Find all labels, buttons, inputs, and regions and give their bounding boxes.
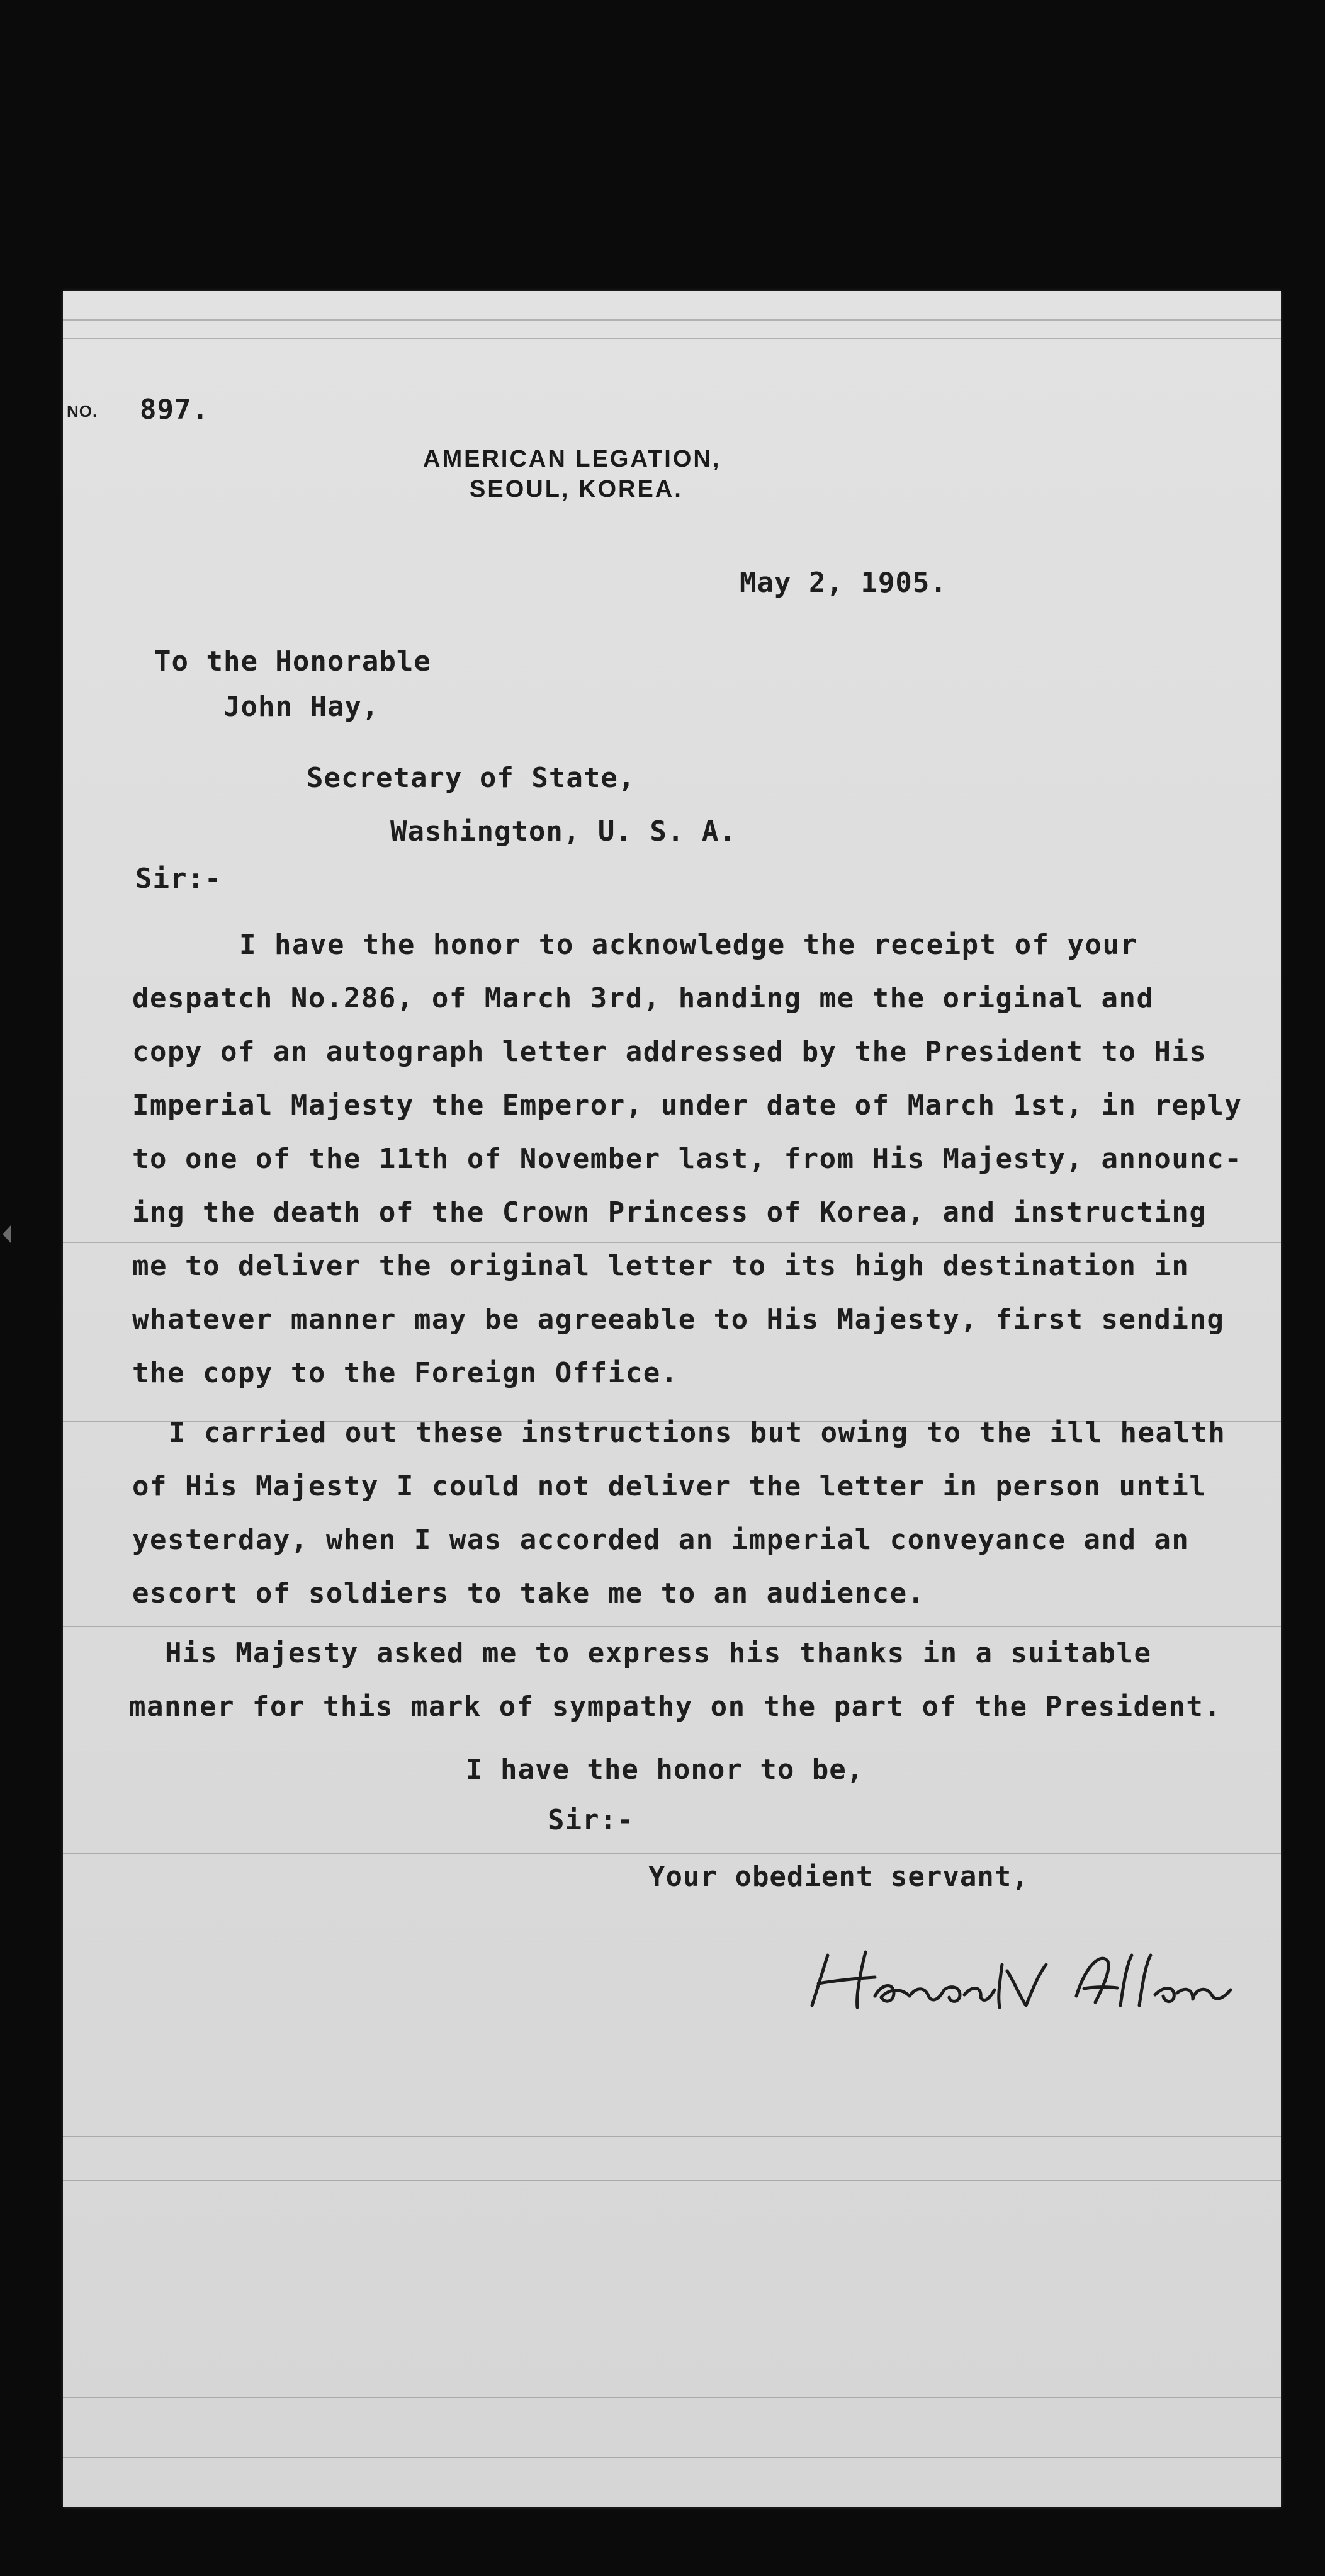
body-line: manner for this mark of sympathy on the part of the President. <box>129 1691 1222 1723</box>
rule-line <box>63 2180 1281 2181</box>
closing-line-3: Your obedient servant, <box>648 1861 1029 1893</box>
rule-line <box>63 1626 1281 1627</box>
body-line: Imperial Majesty the Emperor, under date of March 1st, in reply <box>132 1089 1243 1121</box>
rule-line <box>63 2457 1281 2458</box>
closing-line-2: Sir:- <box>548 1804 634 1836</box>
body-line: yesterday, when I was accorded an imperial conveyance and an <box>132 1524 1190 1556</box>
body-line: to one of the 11th of November last, from His Majesty, announc- <box>132 1143 1243 1175</box>
letter-date: May 2, 1905. <box>740 567 947 599</box>
addressee-line-1: To the Honorable <box>154 645 431 678</box>
document-number: 897. <box>140 394 209 426</box>
addressee-line-3: Secretary of State, <box>307 762 636 794</box>
document-page <box>63 291 1281 2507</box>
handwritten-signature <box>799 1927 1240 2021</box>
addressee-line-2: John Hay, <box>223 691 380 723</box>
salutation: Sir:- <box>135 863 222 895</box>
rule-line <box>63 319 1281 321</box>
rule-line <box>63 2136 1281 2137</box>
body-line: His Majesty asked me to express his thanks in a suitable <box>165 1637 1152 1669</box>
body-line: copy of an autograph letter addressed by the President to His <box>132 1036 1207 1068</box>
rule-line <box>63 338 1281 339</box>
closing-line-1: I have the honor to be, <box>466 1754 864 1786</box>
body-line: escort of soldiers to take me to an audience. <box>132 1577 925 1609</box>
body-line: the copy to the Foreign Office. <box>132 1357 679 1389</box>
rule-line <box>63 1242 1281 1243</box>
document-number-label: NO. <box>67 402 98 421</box>
body-line: whatever manner may be agreeable to His Majesty, first sending <box>132 1303 1225 1336</box>
body-line: I have the honor to acknowledge the receipt of your <box>239 929 1138 961</box>
body-line: I carried out these instructions but owing to the ill health <box>169 1417 1226 1449</box>
letterhead-line-1: AMERICAN LEGATION, <box>423 446 721 472</box>
body-line: ing the death of the Crown Princess of Korea, and instructing <box>132 1196 1207 1228</box>
scan-mark-icon <box>0 1222 14 1247</box>
body-line: of His Majesty I could not deliver the letter in person until <box>132 1470 1207 1502</box>
body-line: me to deliver the original letter to its high destination in <box>132 1250 1190 1282</box>
rule-line <box>63 1853 1281 1854</box>
addressee-line-4: Washington, U. S. A. <box>390 815 736 848</box>
letterhead-line-2: SEOUL, KOREA. <box>470 476 683 502</box>
body-line: despatch No.286, of March 3rd, handing me the original and <box>132 982 1154 1014</box>
rule-line <box>63 2397 1281 2398</box>
